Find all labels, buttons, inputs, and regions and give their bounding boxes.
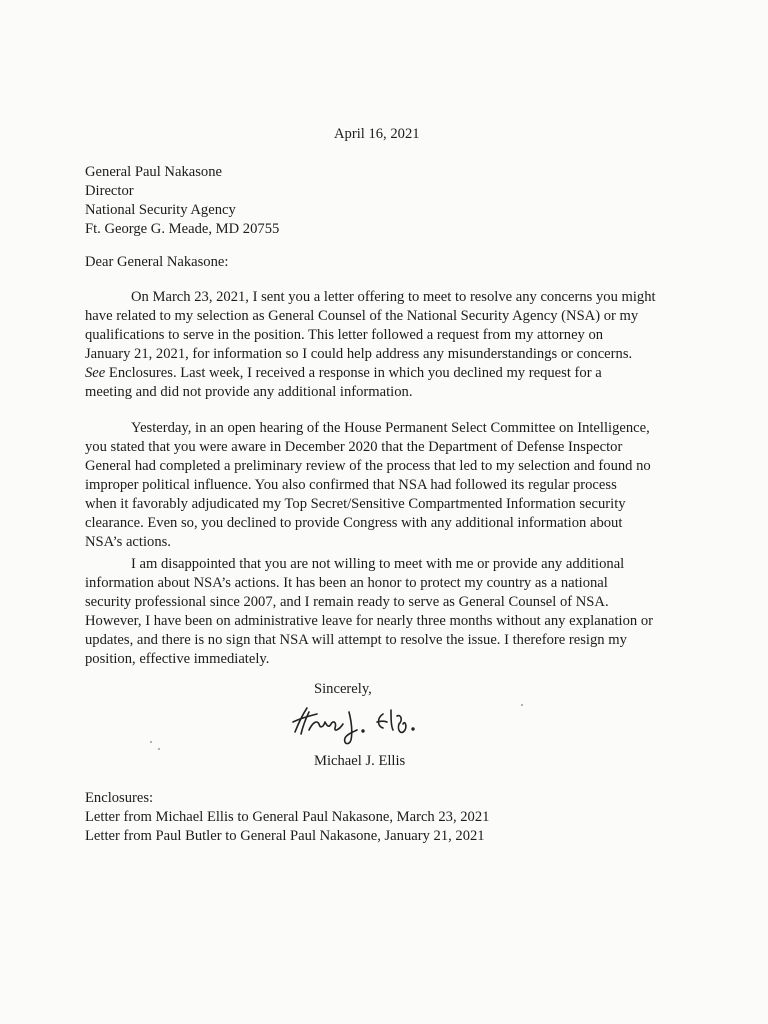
paragraph-line: On March 23, 2021, I sent you a letter offering to meet to resolve any concerns you might xyxy=(131,289,656,305)
paragraph-line: qualifications to serve in the position. This letter followed a request from my attorney on xyxy=(85,327,604,343)
paragraph-line: meeting and did not provide any additional information. xyxy=(85,384,413,400)
scan-speck xyxy=(521,704,523,706)
paragraph-line: position, effective immediately. xyxy=(85,651,270,667)
salutation: Dear General Nakasone: xyxy=(85,254,229,270)
paragraph-line: General had completed a preliminary review of the process that led to my selection and found no xyxy=(85,458,651,474)
enclosure-item: Letter from Michael Ellis to General Paul Nakasone, March 23, 2021 xyxy=(85,809,490,825)
closing: Sincerely, xyxy=(314,681,372,697)
paragraph-line: you stated that you were aware in December 2020 that the Department of Defense Inspector xyxy=(85,439,623,455)
recipient-title: Director xyxy=(85,183,134,199)
handwritten-signature xyxy=(287,700,437,750)
paragraph-1 xyxy=(85,288,685,402)
signer-name: Michael J. Ellis xyxy=(314,753,406,769)
enclosures-block xyxy=(85,789,489,846)
paragraph-line: when it favorably adjudicated my Top Secret/Sensitive Compartmented Information security xyxy=(85,496,626,512)
paragraph-line: However, I have been on administrative leave for nearly three months without any explanation or xyxy=(85,613,653,629)
recipient-name: General Paul Nakasone xyxy=(85,164,222,180)
paragraph-2 xyxy=(85,419,685,552)
scan-speck xyxy=(158,748,160,750)
paragraph-line: updates, and there is no sign that NSA will attempt to resolve the issue. I therefore resign my xyxy=(85,632,627,648)
paragraph-line xyxy=(85,364,685,383)
recipient-address-block xyxy=(85,163,279,239)
letter-date: April 16, 2021 xyxy=(334,126,420,142)
scan-speck xyxy=(150,741,152,743)
enclosure-item: Letter from Paul Butler to General Paul Nakasone, January 21, 2021 xyxy=(85,828,485,844)
recipient-address: Ft. George G. Meade, MD 20755 xyxy=(85,221,280,237)
paragraph-line: information about NSA’s actions. It has been an honor to protect my country as a national xyxy=(85,575,608,591)
paragraph-line: NSA’s actions. xyxy=(85,534,171,550)
paragraph-line: January 21, 2021, for information so I could help address any misunderstandings or concerns. xyxy=(85,346,633,362)
see-enclosures-text: Enclosures. Last week, I received a response in which you declined my request for a xyxy=(105,365,602,381)
paragraph-line: clearance. Even so, you declined to provide Congress with any additional information about xyxy=(85,515,623,531)
see-italic: See xyxy=(85,365,106,381)
paragraph-line: have related to my selection as General Counsel of the National Security Agency (NSA) or my xyxy=(85,308,639,324)
paragraph-line: security professional since 2007, and I remain ready to serve as General Counsel of NSA. xyxy=(85,594,609,610)
paragraph-3 xyxy=(85,555,685,669)
enclosures-heading: Enclosures: xyxy=(85,790,154,806)
paragraph-line: Yesterday, in an open hearing of the House Permanent Select Committee on Intelligence, xyxy=(131,420,650,436)
recipient-organization: National Security Agency xyxy=(85,202,236,218)
paragraph-line: improper political influence. You also confirmed that NSA had followed its regular process xyxy=(85,477,617,493)
paragraph-line: I am disappointed that you are not willing to meet with me or provide any additional xyxy=(131,556,625,572)
